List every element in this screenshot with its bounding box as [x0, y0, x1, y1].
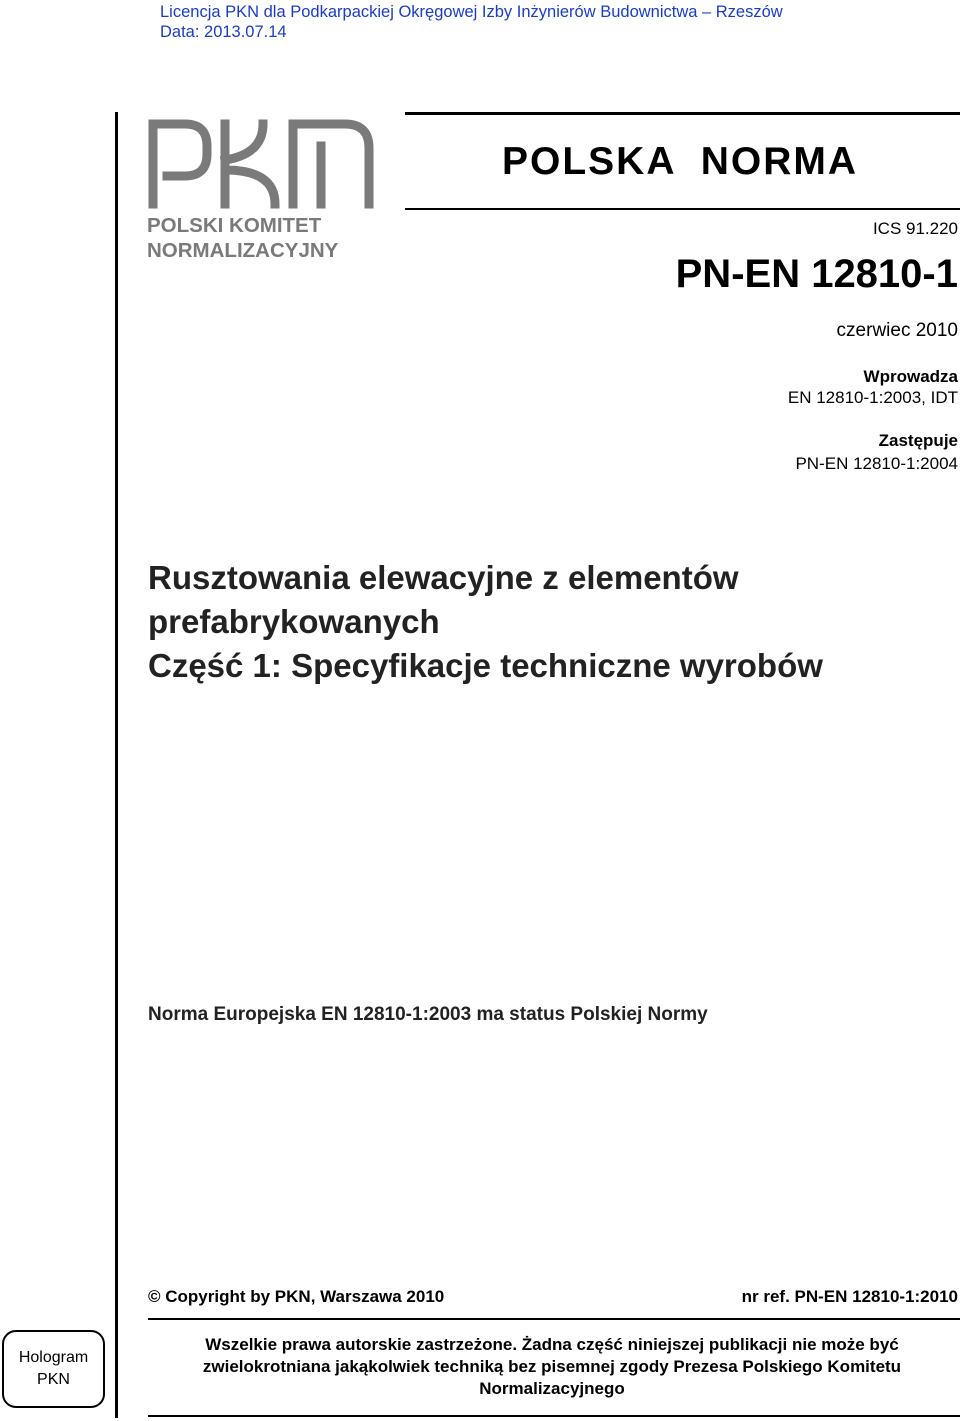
publication-date: czerwiec 2010: [836, 320, 958, 341]
license-line-2: Data: 2013.07.14: [160, 23, 287, 41]
rights-notice: [150, 1334, 954, 1400]
standard-number: PN-EN 12810-1: [675, 252, 958, 296]
document-title: [148, 556, 823, 688]
pkn-logo: [145, 114, 377, 262]
reference-number: nr ref. PN-EN 12810-1:2010: [741, 1287, 958, 1306]
footer-rule: [148, 1318, 960, 1320]
hologram-box: [2, 1330, 105, 1408]
pkn-logo-graphic: [145, 114, 377, 262]
hologram-pkn: PKN: [37, 1371, 70, 1388]
title-line-2: prefabrykowanych: [148, 603, 440, 640]
title-line-1: Rusztowania elewacyjne z elementów: [148, 559, 739, 596]
replaces-value: PN-EN 12810-1:2004: [795, 454, 958, 473]
logo-name-line-2: NORMALIZACYJNY: [147, 239, 339, 262]
license-line-1: Licencja PKN dla Podkarpackiej Okręgowej Izby Inżynierów Budownictwa – Rzeszów: [160, 3, 783, 21]
logo-name-line-1: POLSKI KOMITET: [147, 214, 322, 237]
status-statement: Norma Europejska EN 12810-1:2003 ma status Polskiej Normy: [148, 1004, 708, 1025]
header-rule: [405, 208, 960, 210]
rights-line-2: zwielokrotniana jakąkolwiek techniką bez pisemnej zgody Prezesa Polskiego Komitetu: [202, 1357, 902, 1376]
top-rule: [405, 112, 960, 115]
rights-line-1: Wszelkie prawa autorskie zastrzeżone. Żadna część niniejszej publikacji nie może być: [205, 1335, 899, 1354]
replaces-label: Zastępuje: [878, 431, 958, 450]
hologram-label: Hologram: [18, 1349, 89, 1366]
title-line-3: Część 1: Specyfikacje techniczne wyrobów: [148, 647, 823, 684]
copyright: © Copyright by PKN, Warszawa 2010: [148, 1287, 445, 1306]
ics-code: ICS 91.220: [872, 219, 958, 238]
introduces-label: Wprowadza: [863, 367, 958, 386]
polska-norma-heading: POLSKA NORMA: [502, 140, 859, 183]
introduces-value: EN 12810-1:2003, IDT: [787, 388, 958, 407]
rights-line-3: Normalizacyjnego: [479, 1379, 625, 1398]
vertical-rule: [115, 112, 118, 1418]
bottom-rule: [148, 1415, 960, 1417]
